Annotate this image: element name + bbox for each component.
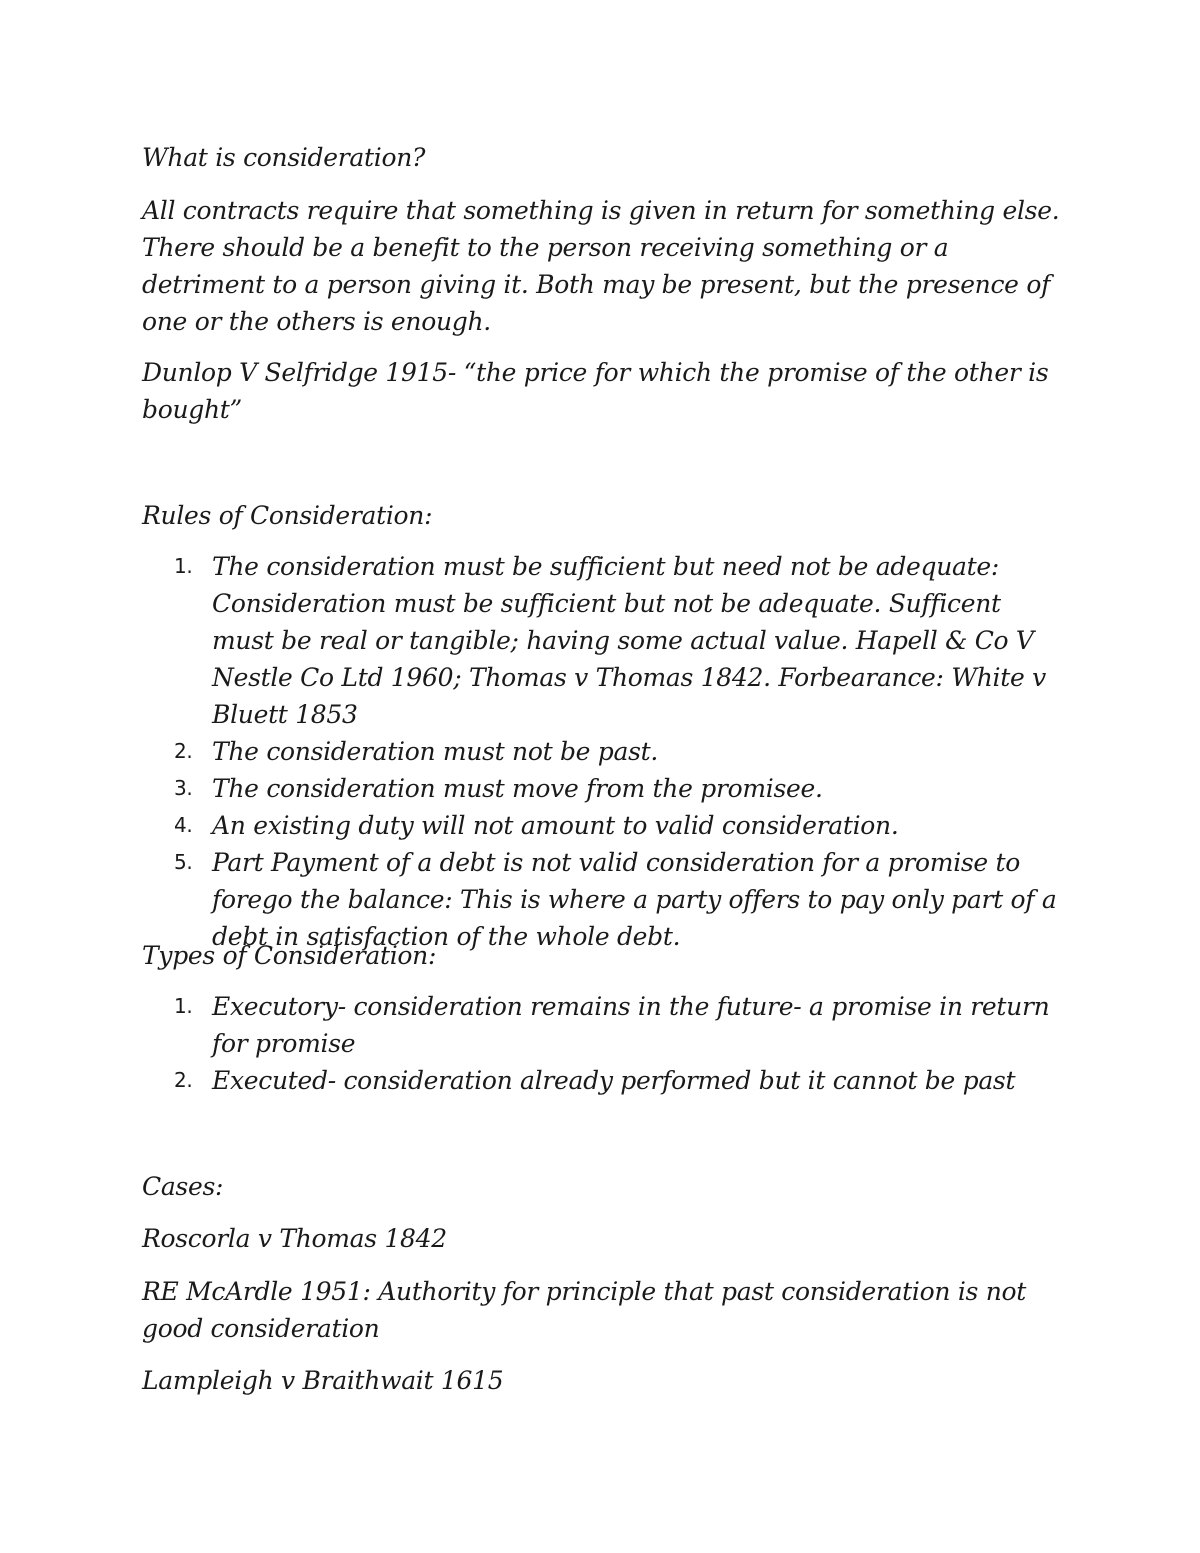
types-item-number: 2. (174, 1068, 193, 1092)
cases-heading: Cases: (142, 1172, 224, 1201)
rules-item (142, 807, 1062, 844)
rules-list (142, 548, 1062, 955)
case-entry: RE McArdle 1951: Authority for principle that past consideration is not good consideration (142, 1277, 1026, 1343)
rules-item-text: The consideration must not be past. (212, 737, 659, 766)
types-item-text: Executory- consideration remains in the future- a promise in return for promise (212, 992, 1050, 1058)
intro-quote: Dunlop V Selfridge 1915- “the price for which the promise of the other is bought” (142, 358, 1049, 424)
intro-paragraph: All contracts require that something is given in return for something else. There should be a benefit to the person receiving something or a detriment to a person giving it. Both may be present, but the presence of one or the others is enough. (142, 196, 1060, 336)
rules-item (142, 770, 1062, 807)
types-heading: Types of Consideration: (142, 941, 437, 970)
types-item-text: Executed- consideration already performed but it cannot be past (212, 1066, 1016, 1095)
types-list (142, 988, 1062, 1099)
rules-item-text: Part Payment of a debt is not valid consideration for a promise to forego the balance: This is where a party offers to pay only part of a debt in satisfaction of the whole debt. (212, 848, 1057, 951)
rules-item-number: 5. (174, 850, 193, 874)
case-entry: Lampleigh v Braithwait 1615 (142, 1366, 504, 1395)
rules-item-number: 2. (174, 739, 193, 763)
intro-question: What is consideration? (142, 143, 426, 172)
rules-item (142, 733, 1062, 770)
rules-item-text: The consideration must move from the promisee. (212, 774, 823, 803)
rules-item-number: 1. (174, 554, 193, 578)
types-item (142, 988, 1062, 1062)
rules-item-number: 3. (174, 776, 193, 800)
types-item (142, 1062, 1062, 1099)
types-item-number: 1. (174, 994, 193, 1018)
rules-item (142, 548, 1062, 733)
rules-item-text: The consideration must be sufficient but need not be adequate: Consideration must be sufficient but not be adequate. Sufficent must be real or tangible; having some actual value. Hapell & Co V Nestle Co Ltd 1960; Thomas v Thomas 1842. Forbearance: White v Bluett 1853 (212, 552, 1046, 729)
rules-item-text: An existing duty will not amount to valid consideration. (212, 811, 899, 840)
case-entry: Roscorla v Thomas 1842 (142, 1224, 447, 1253)
rules-item-number: 4. (174, 813, 193, 837)
rules-heading: Rules of Consideration: (142, 501, 433, 530)
